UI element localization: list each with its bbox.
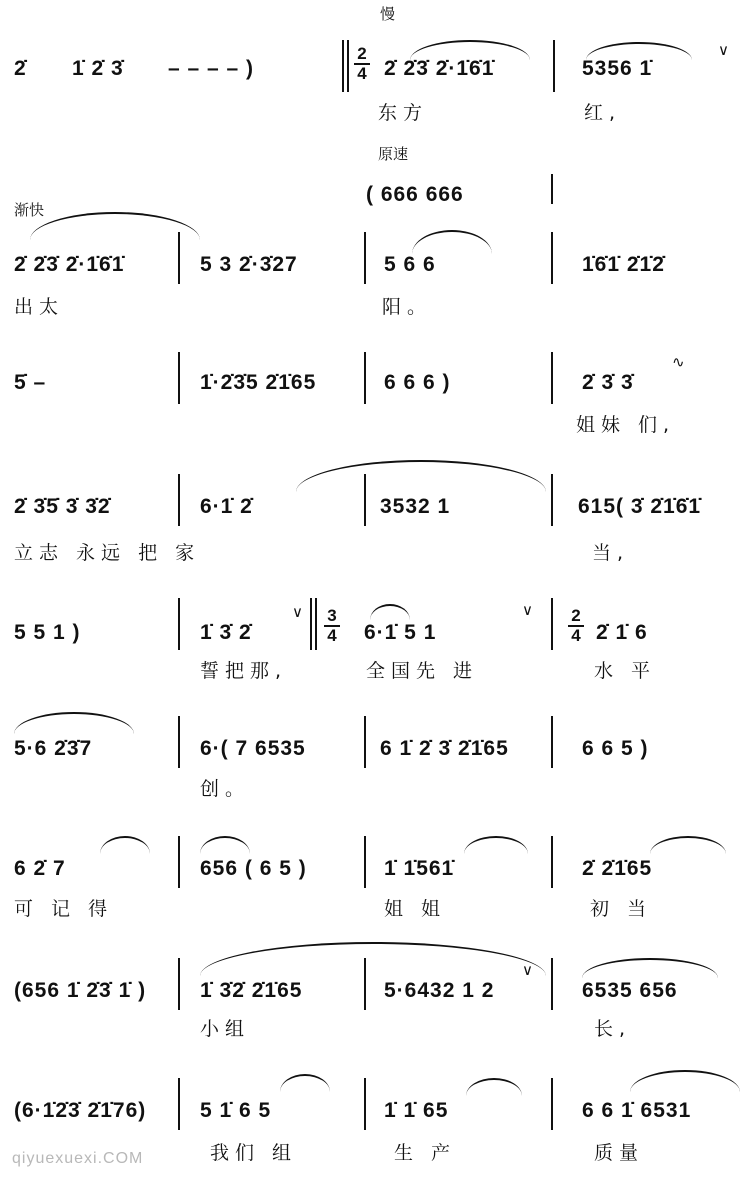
note-group: 5 6 6: [384, 253, 436, 276]
note-group: – – – – ): [168, 57, 255, 80]
slur: [296, 460, 546, 492]
bar-line: [178, 1078, 180, 1130]
lyric: 生 产: [394, 1142, 457, 1164]
bar-line: [364, 958, 366, 1010]
note-group: 5356 1̇: [582, 57, 653, 80]
note-group: 1̇6̇1̇ 2̇1̇2̇: [582, 253, 665, 276]
slur: [30, 212, 200, 240]
lyric: 立志 永远 把 家: [14, 542, 201, 564]
note-group: 2̇ 1̇ 6: [596, 621, 648, 644]
tempo-mark: 原速: [378, 145, 409, 163]
bar-line: [310, 598, 312, 650]
breath-mark-icon: ∨: [522, 601, 533, 619]
lyric: 可 记 得: [14, 898, 114, 920]
lyric: 我们 组: [210, 1142, 298, 1164]
lyric: 誓把那,: [200, 660, 288, 682]
slur: [370, 604, 410, 620]
bar-line: [364, 474, 366, 526]
bar-line: [551, 958, 553, 1010]
bar-line: [551, 716, 553, 768]
bar-line: [178, 598, 180, 650]
slur: [410, 40, 530, 60]
slur: [100, 836, 150, 854]
bar-line: [347, 40, 349, 92]
slur: [412, 230, 492, 254]
slur: [586, 42, 692, 60]
note-group: 1̇ 1̇561̇: [384, 857, 455, 880]
bar-line: [178, 474, 180, 526]
bar-line: [551, 174, 553, 204]
lyric: 当,: [592, 542, 630, 564]
bar-line: [178, 836, 180, 888]
note-group: 2̇ 3̇5̇ 3̇ 3̇2̇: [14, 495, 111, 518]
breath-mark-icon: ∨: [718, 41, 729, 59]
lyric: 创。: [200, 778, 251, 800]
time-signature: 2 4: [568, 608, 584, 644]
note-group: 5̇ –: [14, 371, 47, 394]
note-group: 1̇ 3̇2̇ 2̇1̇65: [200, 979, 303, 1002]
bar-line: [551, 836, 553, 888]
note-group: 615( 3̇ 2̇1̇6̇1̇: [578, 495, 702, 518]
lyric: 水 平: [594, 660, 657, 682]
bar-line: [553, 40, 555, 92]
bar-line: [364, 716, 366, 768]
slur: [280, 1074, 330, 1092]
note-group: 6 2̇ 7: [14, 857, 66, 880]
note-group: (6·1̇2̇3̇ 2̇1̇76): [14, 1099, 147, 1122]
lyric: 长,: [594, 1018, 632, 1040]
lyric: 东方: [378, 102, 429, 124]
note-group: 3532 1: [380, 495, 451, 518]
note-group: 5 5 1 ): [14, 621, 81, 644]
mordent-icon: ∿: [672, 353, 685, 371]
lyric: 姐 姐: [384, 898, 447, 920]
lyric: 小组: [200, 1018, 251, 1040]
slur: [14, 712, 134, 734]
lyric: 阳。: [382, 296, 433, 318]
bar-line: [178, 958, 180, 1010]
lyric: 质量: [594, 1142, 645, 1164]
slur: [200, 836, 250, 854]
note-group: 6·1̇ 5 1: [364, 621, 437, 644]
pickup-notes: ( 666 666: [366, 183, 464, 206]
bar-line: [364, 352, 366, 404]
slur: [200, 942, 546, 979]
note-group: 5 3 2̇·3̇27: [200, 253, 298, 276]
note-group: (656 1̇ 2̇3̇ 1̇ ): [14, 979, 147, 1002]
time-signature: 3 4: [324, 608, 340, 644]
note-group: 6·( 7 6535: [200, 737, 306, 760]
note-group: 6 6 5 ): [582, 737, 649, 760]
lyric: 出太: [14, 296, 65, 318]
note-group: 1̇ 1̇ 65: [384, 1099, 449, 1122]
tempo-mark: 慢: [380, 5, 396, 23]
bar-line: [178, 232, 180, 284]
note-group: 5·6 2̇3̇7: [14, 737, 93, 760]
note-group: 6 6 6 ): [384, 371, 451, 394]
note-group: 6 1̇ 2̇ 3̇ 2̇1̇65: [380, 737, 509, 760]
bar-line: [364, 836, 366, 888]
bar-line: [315, 598, 317, 650]
bar-line: [342, 40, 344, 92]
bar-line: [551, 352, 553, 404]
bar-line: [364, 232, 366, 284]
note-group: 5 1̇ 6 5: [200, 1099, 272, 1122]
note-group: 2̇ 2̇1̇65: [582, 857, 653, 880]
slur: [630, 1070, 740, 1092]
slur: [582, 958, 718, 978]
bar-line: [551, 474, 553, 526]
note-group: 1̇ 3̇ 2̇: [200, 621, 252, 644]
note-group: 1̇ 2̇ 3̇: [72, 57, 124, 80]
note-group: 6 6 1̇ 6531: [582, 1099, 692, 1122]
bar-line: [551, 1078, 553, 1130]
lyric: 姐妹 们,: [576, 414, 676, 436]
tempo-mark: 渐快: [14, 201, 45, 219]
note-group: 656 ( 6 5 ): [200, 857, 307, 880]
bar-line: [178, 716, 180, 768]
lyric: 全国先 进: [366, 660, 479, 682]
bar-line: [551, 232, 553, 284]
note-group: 1̇·2̇3̇5 2̇1̇65: [200, 371, 317, 394]
note-group: 2̇: [14, 57, 27, 80]
watermark: qiyuexuexi.COM: [12, 1150, 144, 1167]
breath-mark-icon: ∨: [292, 603, 303, 621]
lyric: 初 当: [590, 898, 653, 920]
lyric: 红,: [584, 102, 622, 124]
note-group: 6535 656: [582, 979, 678, 1002]
note-group: 2̇ 3̇ 3̇: [582, 371, 634, 394]
slur: [464, 836, 528, 854]
slur: [650, 836, 726, 854]
note-group: 2̇ 2̇3̇ 2̇·1̇6̇1̇: [384, 57, 495, 80]
note-group: 6·1̇ 2̇: [200, 495, 253, 518]
time-signature: 2 4: [354, 46, 370, 82]
bar-line: [178, 352, 180, 404]
bar-line: [551, 598, 553, 650]
breath-mark-icon: ∨: [522, 961, 533, 979]
bar-line: [364, 1078, 366, 1130]
note-group: 2̇ 2̇3̇ 2̇·1̇6̇1̇: [14, 253, 125, 276]
note-group: 5·6432 1 2: [384, 979, 495, 1002]
slur: [466, 1078, 522, 1096]
